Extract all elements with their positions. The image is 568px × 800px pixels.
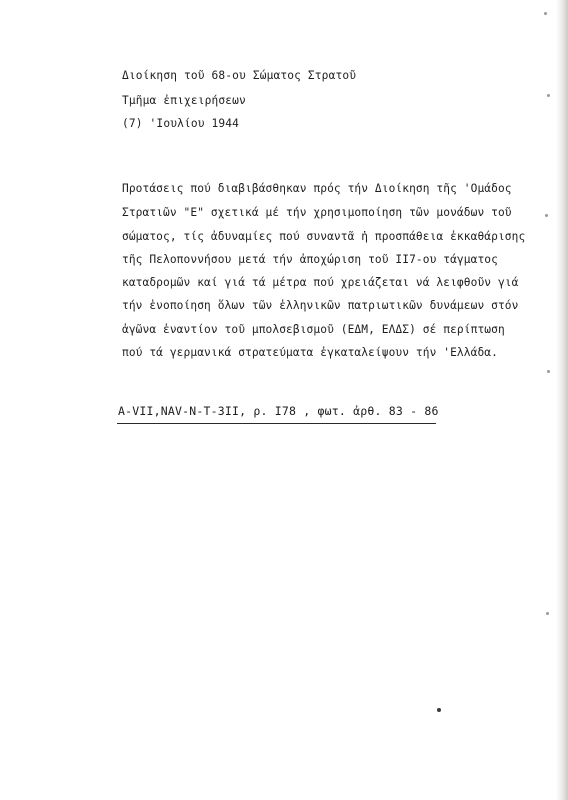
body-line: πού τά γερμανικά στρατεύματα ἐγκαταλείψουν τήν 'Ελλάδα.	[122, 346, 498, 359]
edge-speck	[546, 612, 549, 615]
body-line: τῆς Πελοποννήσου μετά τήν ἀποχώριση τοῦ II7-ου τάγματος	[122, 253, 498, 266]
body-line: σώματος, τίς ἀδυναμίες πού συναντᾶ ἡ προσπάθεια ἐκκαθάρισης	[122, 230, 526, 243]
scan-shadow-edge	[556, 0, 568, 800]
body-line: Στρατιῶν "Ε" σχετικά μέ τήν χρησιμοποίηση τῶν μονάδων τοῦ	[122, 206, 512, 219]
edge-speck	[547, 94, 550, 97]
body-line: Προτάσεις πού διαβιβάσθηκαν πρός τήν Διοίκηση τῆς 'Ομάδος	[122, 182, 512, 195]
header-date: (7) 'Ιουλίου 1944	[122, 117, 240, 130]
scan-speck	[437, 708, 441, 712]
header-department: Τμῆμα ἐπιχειρήσεων	[122, 94, 246, 107]
archive-reference: A-VII,NAV-N-T-3II, ρ. I78 , φωτ. ἀρθ. 83 - 86	[118, 404, 439, 418]
body-line: ἀγῶνα ἐναντίον τοῦ μπολσεβισμοῦ (ΕΔΜ, ΕΛΔΣ) σέ περίπτωση	[122, 323, 505, 336]
edge-speck	[545, 214, 548, 217]
reference-underline	[117, 423, 436, 424]
edge-speck	[547, 370, 550, 373]
edge-speck	[544, 12, 547, 15]
header-unit: Διοίκηση τοῦ 68-ου Σώματος Στρατοῦ	[122, 69, 357, 82]
body-line: τήν ἑνοποίηση ὅλων τῶν ἑλληνικῶν πατριωτικῶν δυνάμεων στόν	[122, 299, 519, 312]
body-line: καταδρομῶν καί γιά τά μέτρα πού χρειάζεται νά λειφθοῦν γιά	[122, 276, 519, 289]
